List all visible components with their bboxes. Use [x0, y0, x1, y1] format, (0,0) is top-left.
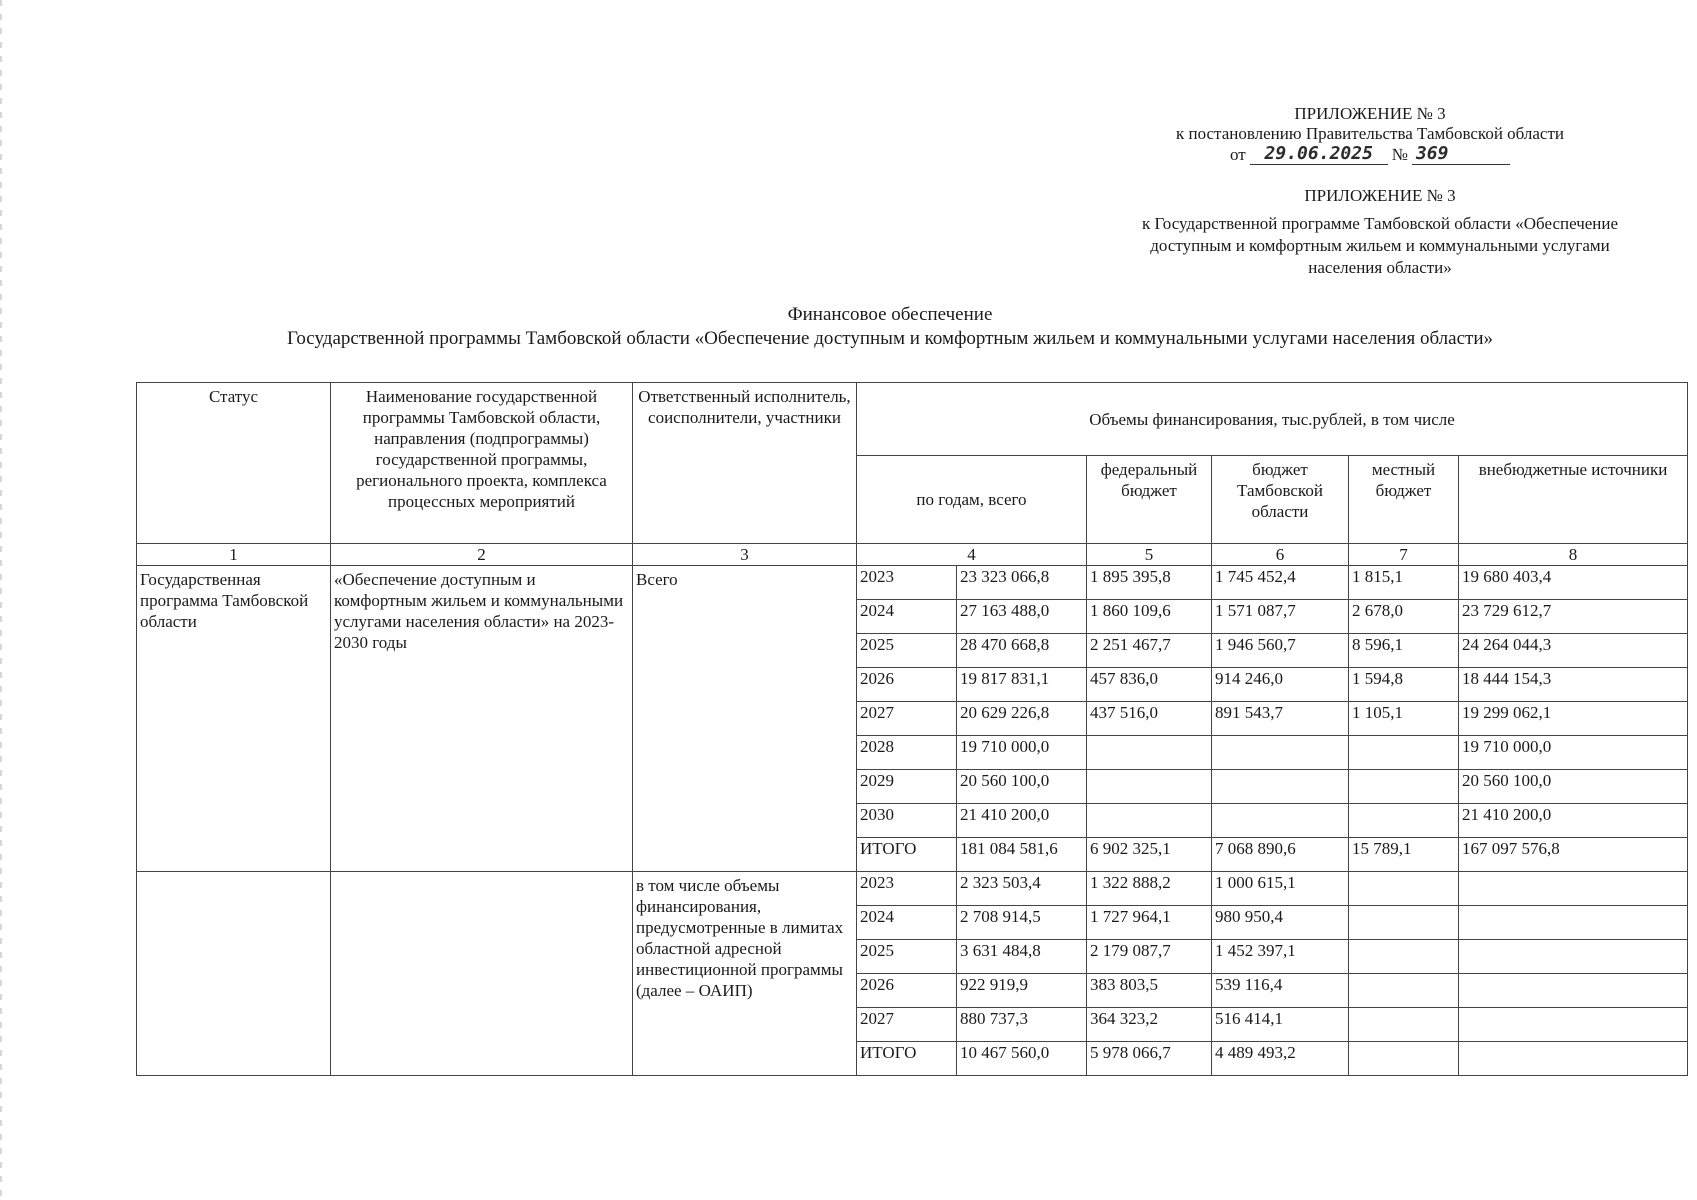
- cell-extra: 20 560 100,0: [1459, 770, 1688, 804]
- cell-extra: 24 264 044,3: [1459, 634, 1688, 668]
- appendix-program: [1085, 185, 1675, 279]
- cell-extra: 21 410 200,0: [1459, 804, 1688, 838]
- cell-extra: 23 729 612,7: [1459, 600, 1688, 634]
- cell-federal: 5 978 066,7: [1087, 1042, 1212, 1076]
- cell-total: 10 467 560,0: [957, 1042, 1087, 1076]
- handwritten-date: 29.06.2025: [1250, 144, 1388, 165]
- scan-edge: [0, 0, 2, 1200]
- cell-local: [1349, 770, 1459, 804]
- cell-total: 2 708 914,5: [957, 906, 1087, 940]
- cell-regional: 1 571 087,7: [1212, 600, 1349, 634]
- appendix-program-line-2: доступным и комфортным жильем и коммунальными услугами: [1150, 236, 1610, 255]
- section2-status: [137, 872, 331, 1076]
- cell-year: 2027: [857, 1008, 957, 1042]
- column-number: 6: [1212, 544, 1349, 566]
- section2-executor: в том числе объемы финансирования, предусмотренные в лимитах областной адресной инвестиционной программы (далее – ОАИП): [633, 872, 857, 1076]
- appendix-decree-line: к постановлению Правительства Тамбовской области: [1175, 124, 1565, 143]
- cell-regional: 1 946 560,7: [1212, 634, 1349, 668]
- appendix-decree-date-line: [1130, 144, 1610, 165]
- cell-local: 2 678,0: [1349, 600, 1459, 634]
- cell-regional: [1212, 804, 1349, 838]
- header-regional: бюджет Тамбовской области: [1212, 456, 1349, 544]
- cell-local: [1349, 1042, 1459, 1076]
- cell-extra: [1459, 906, 1688, 940]
- section1-executor: Всего: [633, 566, 857, 872]
- header-status: Статус: [137, 383, 331, 544]
- cell-local: [1349, 1008, 1459, 1042]
- number-label: №: [1391, 145, 1408, 164]
- cell-local: 15 789,1: [1349, 838, 1459, 872]
- cell-federal: [1087, 804, 1212, 838]
- cell-regional: 914 246,0: [1212, 668, 1349, 702]
- cell-total: 2 323 503,4: [957, 872, 1087, 906]
- section1-name: «Обеспечение доступным и комфортным жильем и коммунальными услугами населения области» на 2023-2030 годы: [331, 566, 633, 872]
- document-title-line-1: Финансовое обеспечение: [787, 304, 993, 325]
- cell-federal: 2 179 087,7: [1087, 940, 1212, 974]
- document-title: [130, 303, 1650, 351]
- appendix-program-line-3: населения области»: [1308, 258, 1452, 277]
- cell-total: 19 817 831,1: [957, 668, 1087, 702]
- cell-federal: 1 322 888,2: [1087, 872, 1212, 906]
- cell-local: [1349, 906, 1459, 940]
- cell-total: 19 710 000,0: [957, 736, 1087, 770]
- cell-total: 27 163 488,0: [957, 600, 1087, 634]
- cell-local: [1349, 804, 1459, 838]
- cell-federal: 437 516,0: [1087, 702, 1212, 736]
- cell-local: [1349, 974, 1459, 1008]
- cell-federal: 1 860 109,6: [1087, 600, 1212, 634]
- cell-federal: 1 727 964,1: [1087, 906, 1212, 940]
- cell-local: 1 815,1: [1349, 566, 1459, 600]
- appendix-program-line-1: к Государственной программе Тамбовской области «Обеспечение: [1141, 214, 1619, 233]
- cell-regional: 1 452 397,1: [1212, 940, 1349, 974]
- header-executor: Ответственный исполнитель, соисполнители, участники: [633, 383, 857, 544]
- cell-year: 2023: [857, 566, 957, 600]
- cell-year: ИТОГО: [857, 1042, 957, 1076]
- table-row: [137, 872, 1688, 906]
- cell-total: 28 470 668,8: [957, 634, 1087, 668]
- cell-regional: [1212, 770, 1349, 804]
- financing-table: [136, 382, 1688, 1076]
- cell-total: 20 560 100,0: [957, 770, 1087, 804]
- cell-local: [1349, 736, 1459, 770]
- appendix-decree: [1130, 104, 1610, 165]
- cell-regional: 516 414,1: [1212, 1008, 1349, 1042]
- cell-local: 8 596,1: [1349, 634, 1459, 668]
- cell-regional: 539 116,4: [1212, 974, 1349, 1008]
- cell-extra: [1459, 940, 1688, 974]
- cell-total: 880 737,3: [957, 1008, 1087, 1042]
- cell-local: 1 105,1: [1349, 702, 1459, 736]
- cell-regional: 891 543,7: [1212, 702, 1349, 736]
- cell-regional: 1 000 615,1: [1212, 872, 1349, 906]
- cell-year: 2025: [857, 940, 957, 974]
- cell-local: 1 594,8: [1349, 668, 1459, 702]
- column-number: 5: [1087, 544, 1212, 566]
- cell-regional: 1 745 452,4: [1212, 566, 1349, 600]
- column-number: 2: [331, 544, 633, 566]
- handwritten-number: 369: [1412, 144, 1510, 165]
- cell-total: 181 084 581,6: [957, 838, 1087, 872]
- cell-extra: [1459, 872, 1688, 906]
- cell-year: 2028: [857, 736, 957, 770]
- table-row: [137, 566, 1688, 600]
- cell-total: 20 629 226,8: [957, 702, 1087, 736]
- cell-extra: [1459, 1042, 1688, 1076]
- cell-total: 21 410 200,0: [957, 804, 1087, 838]
- header-by-years: по годам, всего: [857, 456, 1087, 544]
- cell-year: 2026: [857, 668, 957, 702]
- cell-federal: 383 803,5: [1087, 974, 1212, 1008]
- cell-year: 2027: [857, 702, 957, 736]
- cell-year: 2024: [857, 906, 957, 940]
- cell-regional: 980 950,4: [1212, 906, 1349, 940]
- from-label: от: [1230, 145, 1246, 164]
- cell-federal: 457 836,0: [1087, 668, 1212, 702]
- cell-federal: [1087, 736, 1212, 770]
- cell-extra: 167 097 576,8: [1459, 838, 1688, 872]
- column-number: 1: [137, 544, 331, 566]
- cell-federal: 2 251 467,7: [1087, 634, 1212, 668]
- cell-year: 2029: [857, 770, 957, 804]
- cell-year: 2024: [857, 600, 957, 634]
- cell-year: ИТОГО: [857, 838, 957, 872]
- column-number: 4: [857, 544, 1087, 566]
- column-number: 8: [1459, 544, 1688, 566]
- cell-year: 2023: [857, 872, 957, 906]
- cell-extra: 19 299 062,1: [1459, 702, 1688, 736]
- cell-extra: 19 710 000,0: [1459, 736, 1688, 770]
- header-funding: Объемы финансирования, тыс.рублей, в том числе: [857, 383, 1688, 456]
- appendix-program-title: ПРИЛОЖЕНИЕ № 3: [1304, 186, 1456, 205]
- cell-local: [1349, 872, 1459, 906]
- cell-total: 3 631 484,8: [957, 940, 1087, 974]
- cell-regional: 4 489 493,2: [1212, 1042, 1349, 1076]
- cell-federal: 1 895 395,8: [1087, 566, 1212, 600]
- cell-federal: 364 323,2: [1087, 1008, 1212, 1042]
- cell-total: 922 919,9: [957, 974, 1087, 1008]
- cell-federal: [1087, 770, 1212, 804]
- column-number: 7: [1349, 544, 1459, 566]
- cell-regional: [1212, 736, 1349, 770]
- section1-status: Государственная программа Тамбовской области: [137, 566, 331, 872]
- header-local: местный бюджет: [1349, 456, 1459, 544]
- header-federal: федеральный бюджет: [1087, 456, 1212, 544]
- cell-year: 2030: [857, 804, 957, 838]
- document-title-line-2: Государственной программы Тамбовской области «Обеспечение доступным и комфортным жильем и коммунальными услугами населения области»: [287, 328, 1493, 349]
- cell-regional: 7 068 890,6: [1212, 838, 1349, 872]
- cell-federal: 6 902 325,1: [1087, 838, 1212, 872]
- cell-local: [1349, 940, 1459, 974]
- header-name: Наименование государственной программы Тамбовской области, направления (подпрограммы) государственной программы, регионального проекта, комплекса процессных мероприятий: [331, 383, 633, 544]
- column-numbers-row: [137, 544, 1688, 566]
- header-extra: внебюджетные источники: [1459, 456, 1688, 544]
- appendix-decree-title: ПРИЛОЖЕНИЕ № 3: [1294, 104, 1446, 123]
- column-number: 3: [633, 544, 857, 566]
- section2-name: [331, 872, 633, 1076]
- cell-total: 23 323 066,8: [957, 566, 1087, 600]
- cell-extra: [1459, 1008, 1688, 1042]
- cell-extra: 19 680 403,4: [1459, 566, 1688, 600]
- cell-extra: 18 444 154,3: [1459, 668, 1688, 702]
- cell-extra: [1459, 974, 1688, 1008]
- cell-year: 2025: [857, 634, 957, 668]
- cell-year: 2026: [857, 974, 957, 1008]
